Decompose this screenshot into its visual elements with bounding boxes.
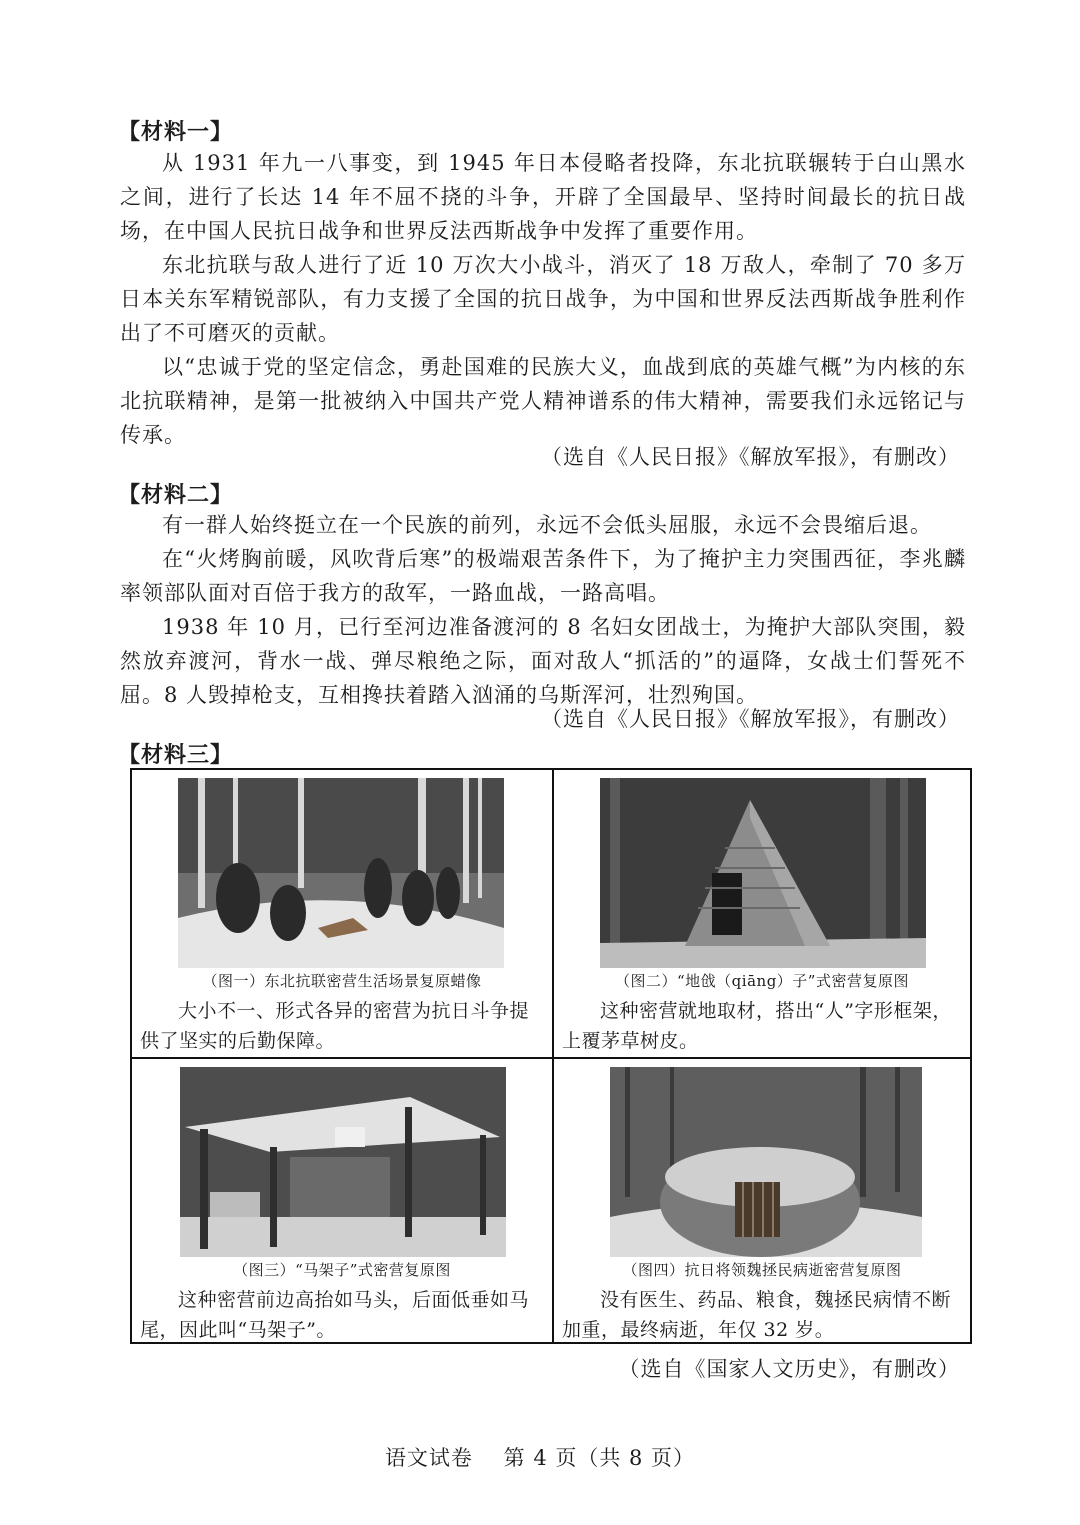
- material1-paragraph-3: 以“忠诚于党的坚定信念，勇赴国难的民族大义，血战到底的英雄气概”为内核的东北抗联精神，是第一批被纳入中国共产党人精神谱系的伟大精神，需要我们永远铭记与传承。: [120, 355, 966, 447]
- material2-heading: 【材料二】: [118, 483, 234, 508]
- material1-source: （选自《人民日报》《解放军报》，有删改）: [541, 445, 960, 469]
- figure-3-description: 这种密营前边高抬如马头，后面低垂如马尾，因此叫“马架子”。: [140, 1289, 530, 1341]
- figure-4-caption: （图四）抗日将领魏拯民病逝密营复原图: [622, 1261, 902, 1279]
- table-cell-figure-2: [552, 770, 970, 1057]
- table-cell-figure-3: [132, 1057, 552, 1342]
- material2-paragraph-2: 在“火烤胸前暖，风吹背后寒”的极端艰苦条件下，为了掩护主力突围西征，李兆麟率领部队面对百倍于我方的敌军，一路血战，一路高唱。: [120, 547, 966, 605]
- material1-paragraph-1: 从 1931 年九一八事变，到 1945 年日本侵略者投降，东北抗联辗转于白山黑水之间，进行了长达 14 年不屈不挠的斗争，开辟了全国最早、坚持时间最长的抗日战场，在中国人民抗日战争和世界反法西斯战争中发挥了重要作用。: [120, 151, 966, 243]
- figure-1-caption: （图一）东北抗联密营生活场景复原蜡像: [202, 972, 482, 990]
- table-cell-figure-1: [132, 770, 552, 1057]
- material2-paragraph-1: 有一群人始终挺立在一个民族的前列，永远不会低头屈服，永远不会畏缩后退。: [162, 513, 932, 537]
- figure-2-description: 这种密营就地取材，搭出“人”字形框架，上覆茅草树皮。: [562, 1000, 952, 1052]
- page-footer: 语文试卷 第 4 页（共 8 页）: [384, 1446, 696, 1470]
- material1-heading: 【材料一】: [118, 120, 234, 145]
- material3-heading: 【材料三】: [118, 743, 234, 768]
- lean-to-shelter-photo: [180, 1067, 506, 1257]
- wax-figures-camp-photo: [178, 778, 504, 968]
- material3-image-table: [130, 768, 972, 1344]
- figure-2-caption: （图二）“地戗（qiāng）子”式密营复原图: [615, 972, 909, 990]
- stone-dugout-photo: [610, 1067, 922, 1257]
- a-frame-hut-photo: [600, 778, 926, 968]
- table-cell-figure-4: [552, 1057, 970, 1342]
- material3-source: （选自《国家人文历史》，有删改）: [618, 1357, 960, 1381]
- material2-paragraph-3: 1938 年 10 月，已行至河边准备渡河的 8 名妇女团战士，为掩护大部队突围，毅然放弃渡河，背水一战、弹尽粮绝之际，面对敌人“抓活的”的逼降，女战士们誓死不屈。8 人毁掉枪支，互相搀扶着踏入汹涌的乌斯浑河，壮烈殉国。: [120, 615, 966, 707]
- figure-1-description: 大小不一、形式各异的密营为抗日斗争提供了坚实的后勤保障。: [140, 1000, 530, 1052]
- figure-3-caption: （图三）“马架子”式密营复原图: [233, 1261, 451, 1279]
- material1-paragraph-2: 东北抗联与敌人进行了近 10 万次大小战斗，消灭了 18 万敌人，牵制了 70 多万日本关东军精锐部队，有力支援了全国的抗日战争，为中国和世界反法西斯战争胜利作出了不可磨灭的贡献。: [120, 253, 966, 345]
- figure-4-description: 没有医生、药品、粮食，魏拯民病情不断加重，最终病逝，年仅 32 岁。: [562, 1289, 952, 1341]
- material2-source: （选自《人民日报》《解放军报》，有删改）: [541, 707, 960, 731]
